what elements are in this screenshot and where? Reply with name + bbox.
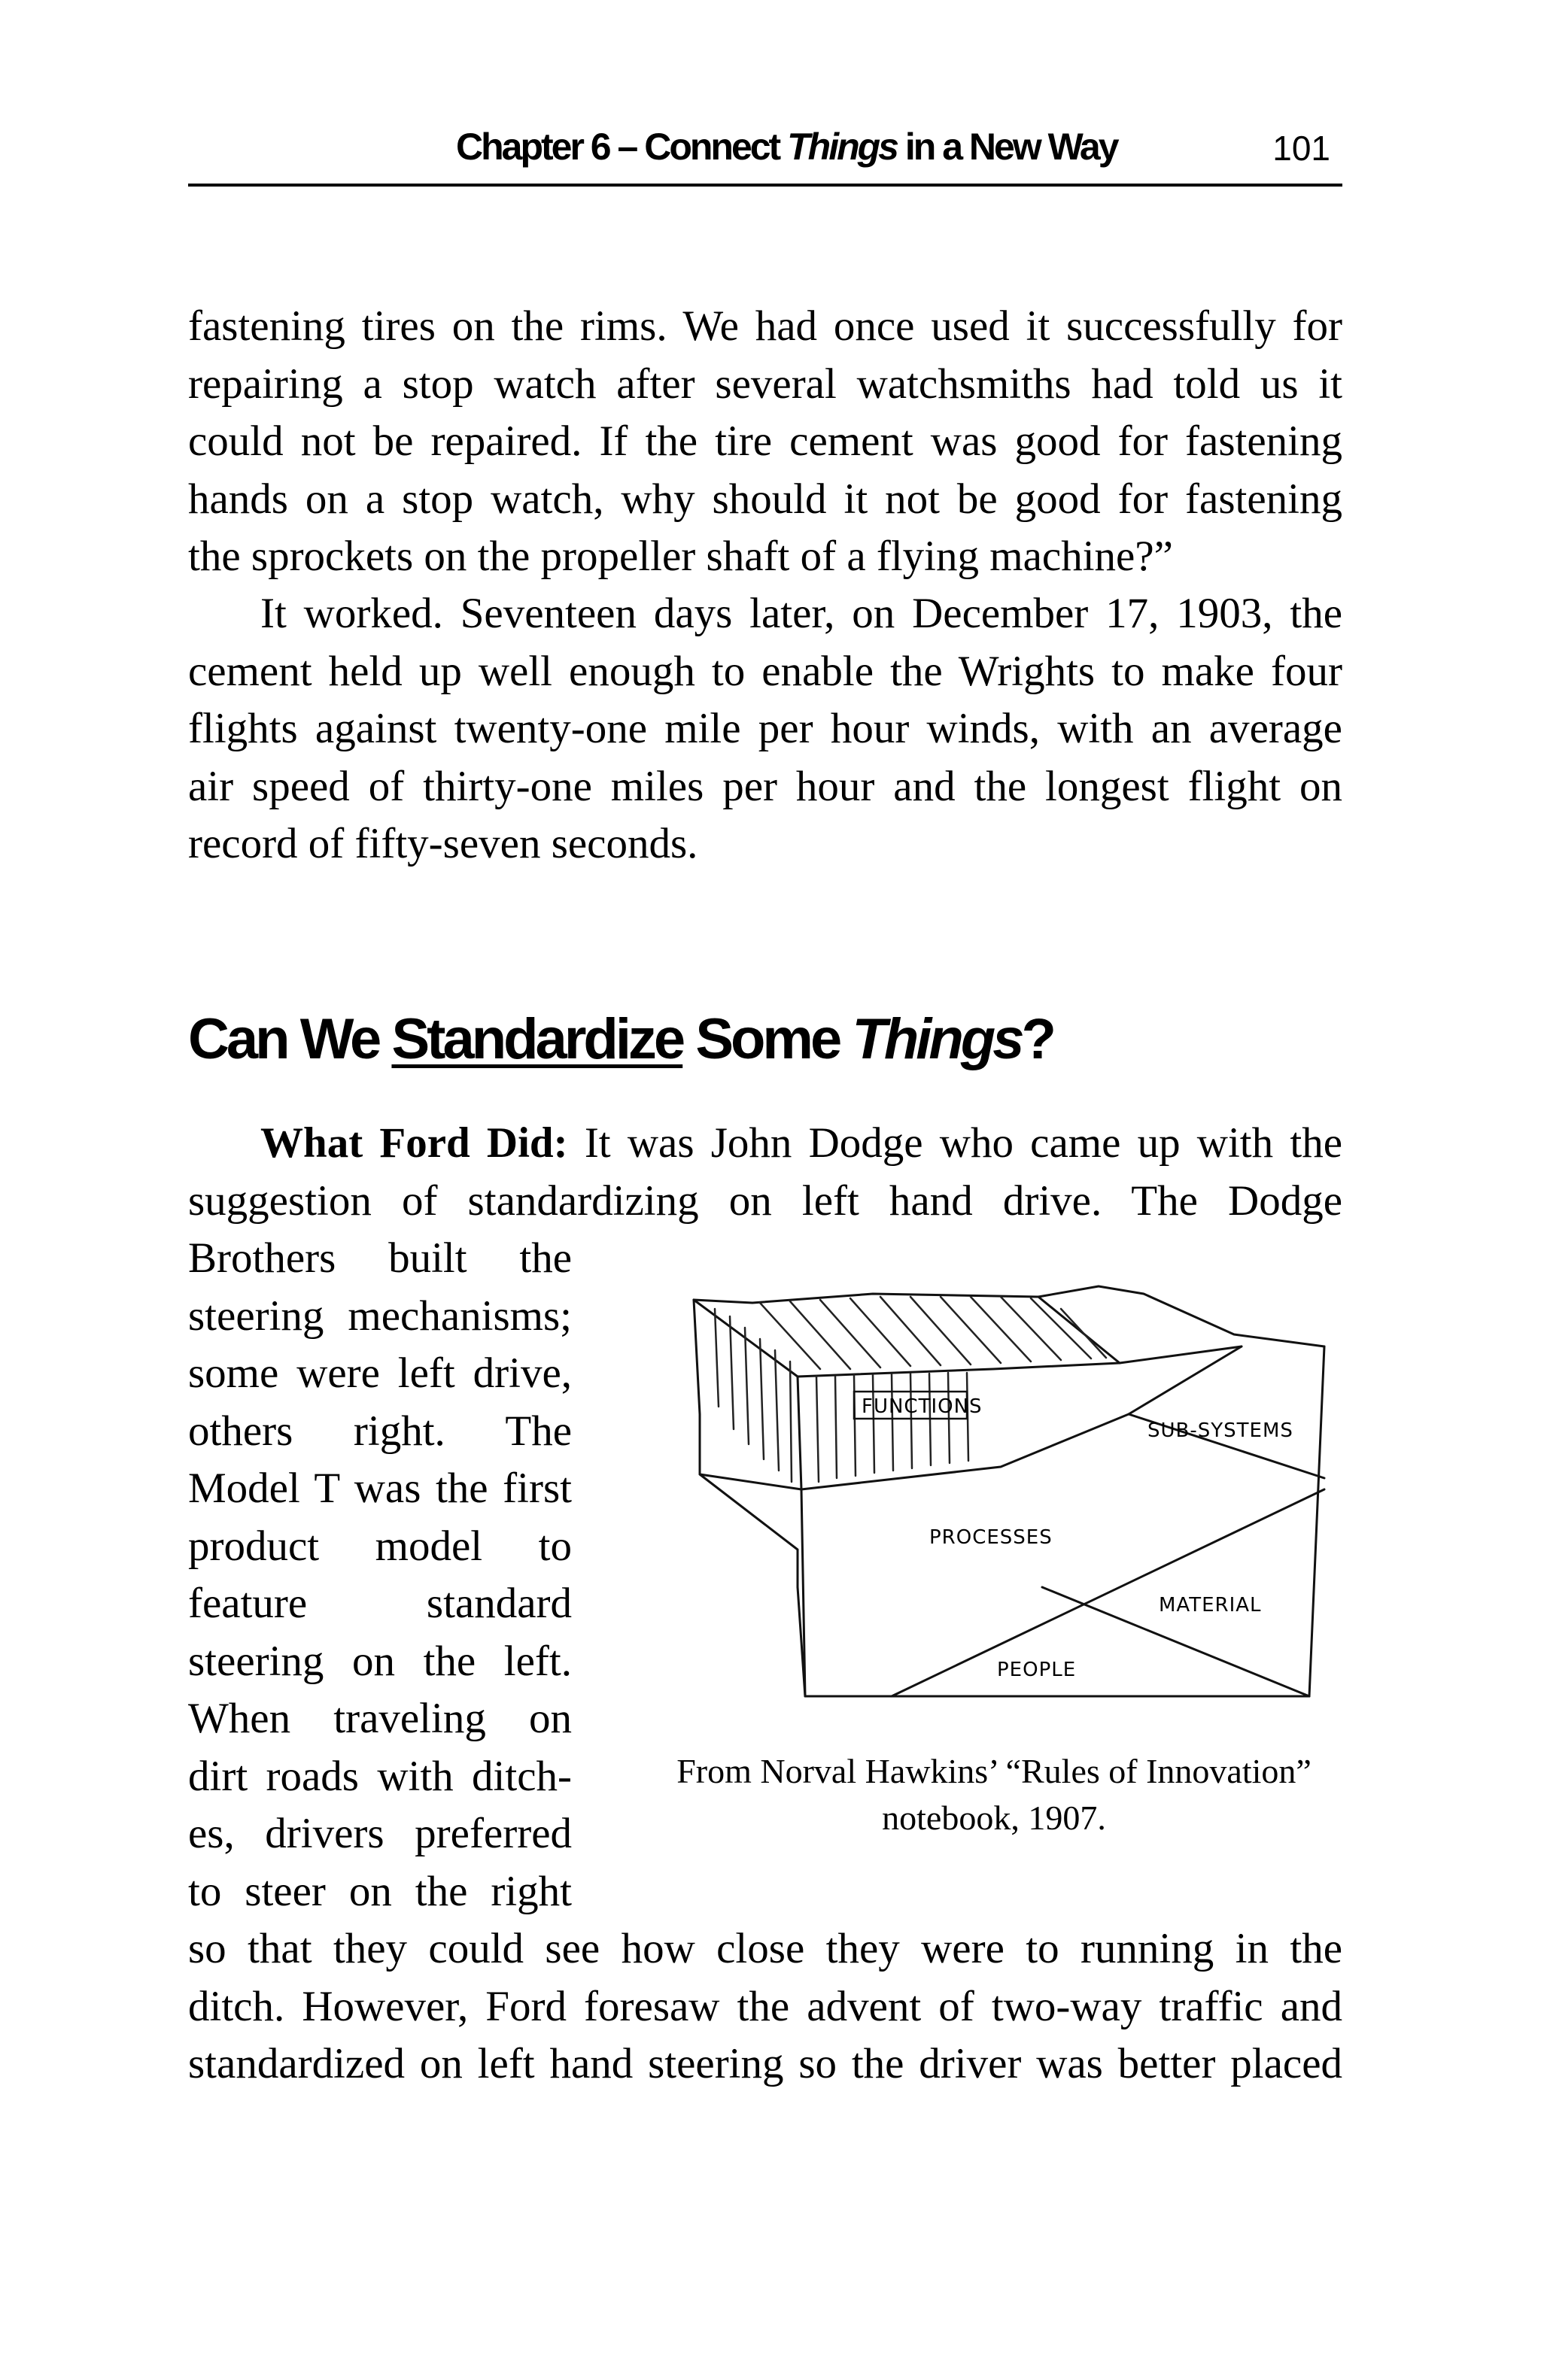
text-line: air speed of thirty-one miles per hour and the longest flight on: [188, 762, 1342, 810]
paragraph-1: [188, 298, 1342, 586]
text-line: [188, 1115, 1342, 1173]
text-line: steering on the left.: [188, 1637, 572, 1685]
text-line: standardized on left hand steering so the driver was better placed: [188, 2040, 1342, 2087]
text-line: ditch. However, Ford foresaw the advent of two-way traffic and: [188, 1982, 1342, 2030]
text-line: so that they could see how close they were to running in the: [188, 1925, 1342, 1972]
text-line: Brothers built the: [188, 1234, 572, 1282]
paragraph-2: [188, 585, 1342, 873]
caption-line: From Norval Hawkins’ “Rules of Innovation”: [676, 1752, 1312, 1790]
label-people: PEOPLE: [997, 1659, 1077, 1681]
text-line: suggestion of standardizing on left hand drive. The Dodge: [188, 1176, 1342, 1225]
chapter-title-prefix: Chapter 6 – Connect: [456, 126, 788, 168]
text-line: flights against twenty-one mile per hour winds, with an average: [188, 705, 1342, 752]
label-processes: PROCESSES: [929, 1526, 1053, 1549]
diagram-right-edge: [1309, 1346, 1324, 1696]
paragraph-3-wrapped: [188, 1230, 572, 1920]
heading-italic-word: Things: [852, 1007, 1022, 1071]
running-head: [188, 119, 1342, 187]
chapter-title-italic: Things: [787, 126, 897, 168]
heading-underlined-word: Standardize: [391, 1007, 683, 1071]
text-line: When traveling on: [188, 1695, 572, 1742]
paragraph-3-continued: [188, 1920, 1342, 2093]
diagram-hatching: [715, 1297, 1106, 1482]
diagram-front-corner: [798, 1377, 801, 1489]
text-line: feature standard: [188, 1580, 572, 1627]
text-line: steering mechanisms;: [188, 1292, 572, 1340]
text-line: some were left drive,: [188, 1349, 572, 1397]
paragraph-3-intro: [188, 1115, 1342, 1230]
text-line: others right. The: [188, 1407, 572, 1455]
diagram-processes-edge: [892, 1489, 1324, 1696]
label-functions: FUNCTIONS: [862, 1395, 983, 1418]
section-heading: [188, 1006, 1053, 1082]
label-material: MATERIAL: [1159, 1594, 1262, 1617]
heading-part: Can We: [188, 1007, 392, 1071]
text-line: fastening tires on the rims. We had once used it successfully for: [188, 302, 1342, 350]
text-line: es, drivers preferred: [188, 1810, 572, 1857]
text-line: hands on a stop watch, why should it not be good for fastening: [188, 475, 1342, 523]
text-line: Model T was the first: [188, 1465, 572, 1512]
text-line: could not be repaired. If the tire cement was good for fastening: [188, 417, 1342, 465]
text-line: cement held up well enough to enable the Wrights to make four: [188, 647, 1342, 695]
text-line: to steer on the right: [188, 1867, 572, 1915]
page-number: 101: [1272, 129, 1330, 168]
heading-part: Some: [682, 1007, 853, 1071]
caption-line: notebook, 1907.: [882, 1799, 1106, 1837]
lead-bold: What Ford Did:: [260, 1119, 568, 1167]
figure-caption: [629, 1748, 1359, 1841]
chapter-title: [456, 125, 1117, 168]
text-line: record of fifty-seven seconds.: [188, 820, 698, 867]
heading-part: ?: [1021, 1007, 1053, 1071]
chapter-title-suffix: in a New Way: [896, 126, 1117, 168]
text-line: the sprockets on the propeller shaft of a flying machine?”: [188, 533, 1173, 580]
text-line: product model to: [188, 1522, 572, 1570]
label-sub-systems: SUB-SYSTEMS: [1147, 1419, 1293, 1442]
text-line: It worked. Seventeen days later, on December 17, 1903, the: [260, 590, 1342, 637]
diagram-inner-edge: [1038, 1297, 1120, 1363]
text-line: dirt roads with ditch-: [188, 1752, 572, 1800]
block-diagram-drawing: [647, 1264, 1354, 1745]
text-run: It was John Dodge who came up with the: [567, 1119, 1342, 1167]
text-line: repairing a stop watch after several watchsmiths had told us it: [188, 360, 1342, 408]
